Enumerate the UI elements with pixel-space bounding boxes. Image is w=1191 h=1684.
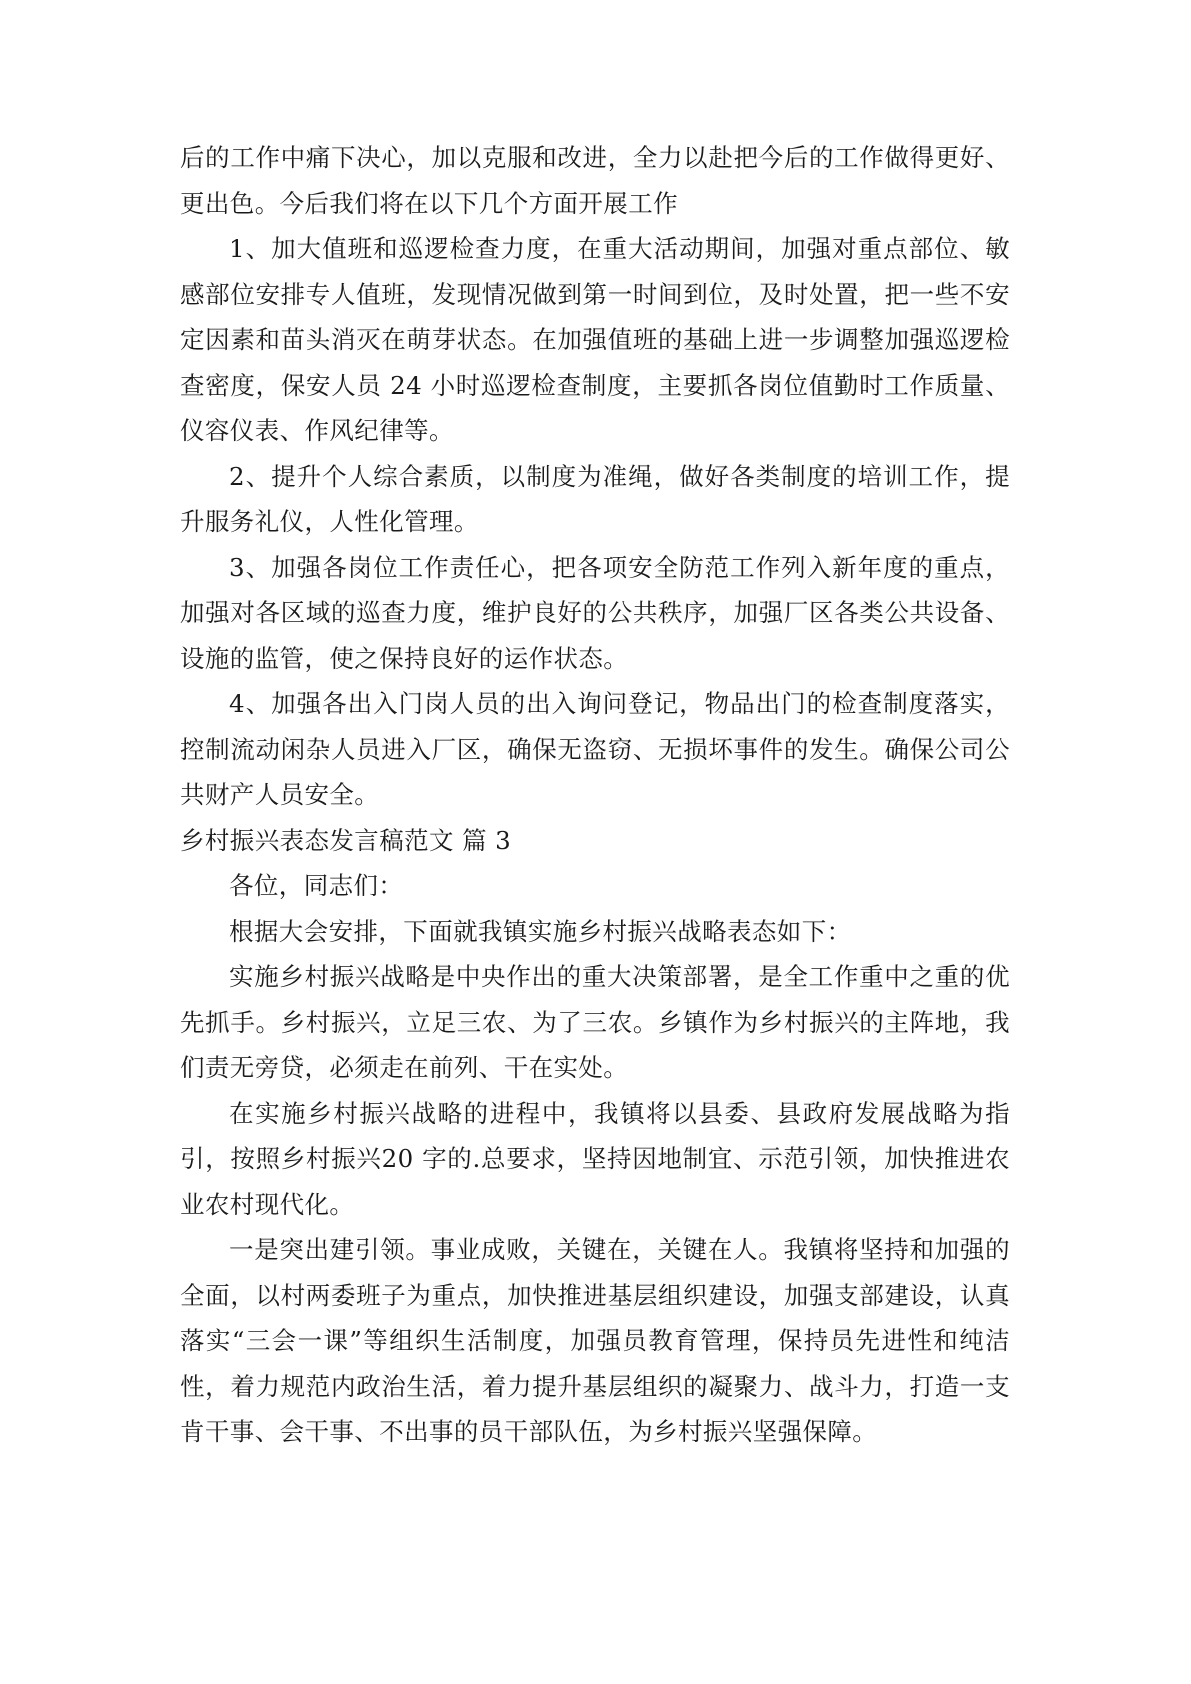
paragraph-item-1: 1、加大值班和巡逻检查力度，在重大活动期间，加强对重点部位、敏感部位安排专人值班，发现情况做到第一时间到位，及时处置，把一些不安定因素和苗头消灭在萌芽状态。在加强值班的基础上进一步调整加强巡逻检查密度，保安人员 24 小时巡逻检查制度，主要抓各岗位值勤时工作质量、仪容仪表、作风纪律等。: [180, 234, 1010, 445]
paragraph-process: 在实施乡村振兴战略的进程中，我镇将以县委、县政府发展战略为指引，按照乡村振兴20 字的.总要求，坚持因地制宜、示范引领，加快推进农业农村现代化。: [180, 1098, 1010, 1219]
paragraph-item-4: 4、加强各出入门岗人员的出入询问登记，物品出门的检查制度落实，控制流动闲杂人员进入厂区，确保无盗窃、无损坏事件的发生。确保公司公共财产人员安全。: [180, 689, 1010, 809]
paragraph-strategy: 实施乡村振兴战略是中央作出的重大决策部署，是全工作重中之重的优先抓手。乡村振兴，立足三农、为了三农。乡镇作为乡村振兴的主阵地，我们责无旁贷，必须走在前列、干在实处。: [180, 962, 1010, 1082]
paragraph-point-1: 一是突出建引领。事业成败，关键在，关键在人。我镇将坚持和加强的全面，以村两委班子为重点，加快推进基层组织建设，加强支部建设，认真落实“三会一课”等组织生活制度，加强员教育管理，保持员先进性和纯洁性，着力规范内政治生活，着力提升基层组织的凝聚力、战斗力，打造一支肯干事、会干事、不出事的员干部队伍，为乡村振兴坚强保障。: [180, 1235, 1010, 1446]
paragraph-item-3: 3、加强各岗位工作责任心，把各项安全防范工作列入新年度的重点，加强对各区域的巡查力度，维护良好的公共秩序，加强厂区各类公共设备、设施的监管，使之保持良好的运作状态。: [180, 552, 1010, 673]
paragraph-intro: 根据大会安排，下面就我镇实施乡村振兴战略表态如下：: [229, 916, 852, 946]
paragraph-item-2: 2、提升个人综合素质，以制度为准绳，做好各类制度的培训工作，提升服务礼仪，人性化管理。: [180, 461, 1010, 536]
paragraph-salutation: 各位，同志们：: [229, 871, 404, 900]
document-body: [180, 135, 1010, 1455]
section-heading: 乡村振兴表态发言稿范文 篇 3: [180, 825, 512, 855]
paragraph-continuation: 后的工作中痛下决心，加以克服和改进，全力以赴把今后的工作做得更好、更出色。今后我们将在以下几个方面开展工作: [180, 143, 1010, 218]
